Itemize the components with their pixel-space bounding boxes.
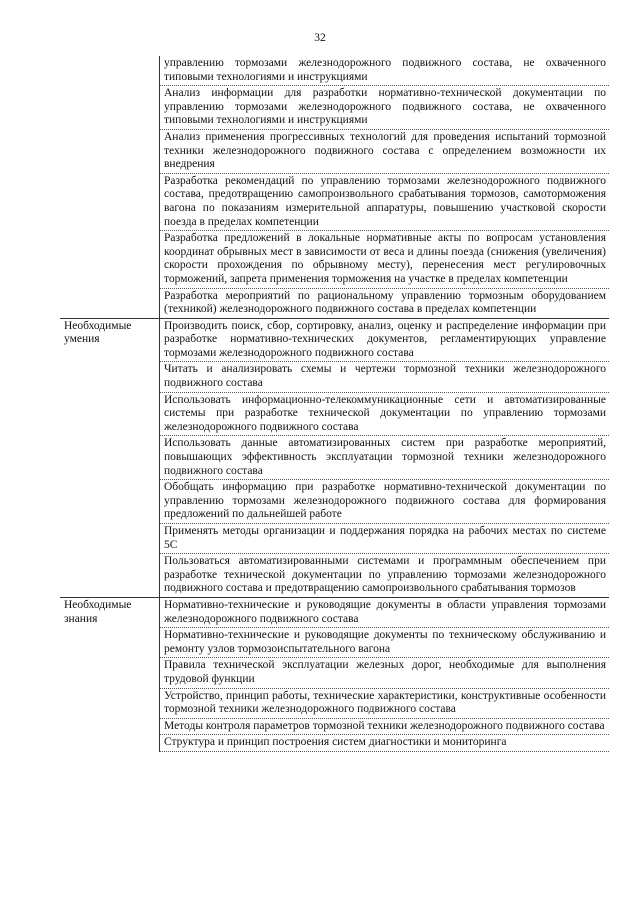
table-row — [60, 436, 609, 480]
table-row — [60, 86, 609, 130]
table-row — [60, 362, 609, 392]
row-text: Анализ применения прогрессивных технологий для проведения испытаний тормозной техники железнодорожного подвижного состава с определением возможности их внедрения — [160, 129, 610, 173]
row-text: Пользоваться автоматизированными системами и программным обеспечением при разработке технической документации по управлению тормозами железнодорожного подвижного состава и предотвращению самопроизвольного срабатывания тормозов — [160, 554, 610, 598]
row-text: Правила технической эксплуатации железных дорог, необходимые для выполнения трудовой функции — [160, 658, 610, 688]
table-row — [60, 688, 609, 718]
table-row — [60, 129, 609, 173]
row-label — [60, 231, 160, 288]
table-row — [60, 288, 609, 318]
table-row — [60, 56, 609, 86]
table-row — [60, 392, 609, 436]
row-label — [60, 735, 160, 752]
table-row — [60, 480, 609, 524]
row-text: Нормативно-технические и руководящие документы в области управления тормозами железнодорожного подвижного состава — [160, 597, 610, 627]
row-label — [60, 524, 160, 554]
row-text: Анализ информации для разработки нормативно-технической документации по управлению тормозами железнодорожного подвижного состава, не охваченного типовыми технологиями и инструкциями — [160, 86, 610, 130]
row-text: Разработка рекомендаций по управлению тормозами железнодорожного подвижного состава, предотвращению самопроизвольного срабатывания тормозов, самоторможения вагона по показаниям измерительной аппаратуры, повышению участковой скорости поезда в пределах компетенции — [160, 173, 610, 230]
row-text: Нормативно-технические и руководящие документы по техническому обслуживанию и ремонту узлов тормозоиспытательного вагона — [160, 628, 610, 658]
table-row — [60, 318, 609, 362]
row-label — [60, 129, 160, 173]
table-row — [60, 735, 609, 752]
row-text: Обобщать информацию при разработке нормативно-технической документации по управлению тормозами железнодорожного подвижного состава для формирования предложений по дальнейшей работе — [160, 480, 610, 524]
table-row — [60, 524, 609, 554]
row-text: управлению тормозами железнодорожного подвижного состава, не охваченного типовыми технологиями и инструкциями — [160, 56, 610, 86]
row-text: Использовать данные автоматизированных систем при разработке мероприятий, повышающих эффективность эксплуатации тормозной техники железнодорожного подвижного состава — [160, 436, 610, 480]
row-label — [60, 480, 160, 524]
table-row — [60, 597, 609, 627]
row-text: Методы контроля параметров тормозной техники железнодорожного подвижного состава — [160, 718, 610, 735]
row-label — [60, 392, 160, 436]
row-text: Использовать информационно-телекоммуникационные сети и автоматизированные системы при разработке технической документации по управлению тормозами железнодорожного подвижного состава — [160, 392, 610, 436]
row-label — [60, 288, 160, 318]
row-text: Разработка мероприятий по рациональному управлению тормозным оборудованием (техникой) железнодорожного подвижного состава в пределах компетенции — [160, 288, 610, 318]
table-row — [60, 628, 609, 658]
row-text: Структура и принцип построения систем диагностики и мониторинга — [160, 735, 610, 752]
row-label — [60, 628, 160, 658]
row-label — [60, 554, 160, 598]
table-row — [60, 173, 609, 230]
table-row — [60, 658, 609, 688]
row-text: Применять методы организации и поддержания порядка на рабочих местах по системе 5С — [160, 524, 610, 554]
row-text: Производить поиск, сбор, сортировку, анализ, оценку и распределение информации при разработке нормативно-технических документов, регламентирующих управление тормозами железнодорожного подвижного состава — [160, 318, 610, 362]
row-label — [60, 718, 160, 735]
row-label — [60, 86, 160, 130]
row-label — [60, 436, 160, 480]
row-label — [60, 658, 160, 688]
table-row — [60, 554, 609, 598]
row-label — [60, 362, 160, 392]
row-label — [60, 56, 160, 86]
row-text: Читать и анализировать схемы и чертежи тормозной техники железнодорожного подвижного состава — [160, 362, 610, 392]
table-row — [60, 231, 609, 288]
competency-table — [60, 56, 609, 752]
section-label-knowledge: Необходимые знания — [60, 597, 160, 627]
page-number: 32 — [314, 32, 326, 44]
table-row — [60, 718, 609, 735]
row-text: Устройство, принцип работы, технические характеристики, конструктивные особенности тормозной техники железнодорожного подвижного состава — [160, 688, 610, 718]
row-label — [60, 173, 160, 230]
row-text: Разработка предложений в локальные нормативные акты по вопросам установления координат обрывных мест в зависимости от веса и длины поезда (снижения (увеличения) скорости прохождения по обрывному месту), перенесения мест регулировочных торможений, запрета применения торможения на участке в пределах компетенции — [160, 231, 610, 288]
section-label-skills: Необходимые умения — [60, 318, 160, 362]
row-label — [60, 688, 160, 718]
